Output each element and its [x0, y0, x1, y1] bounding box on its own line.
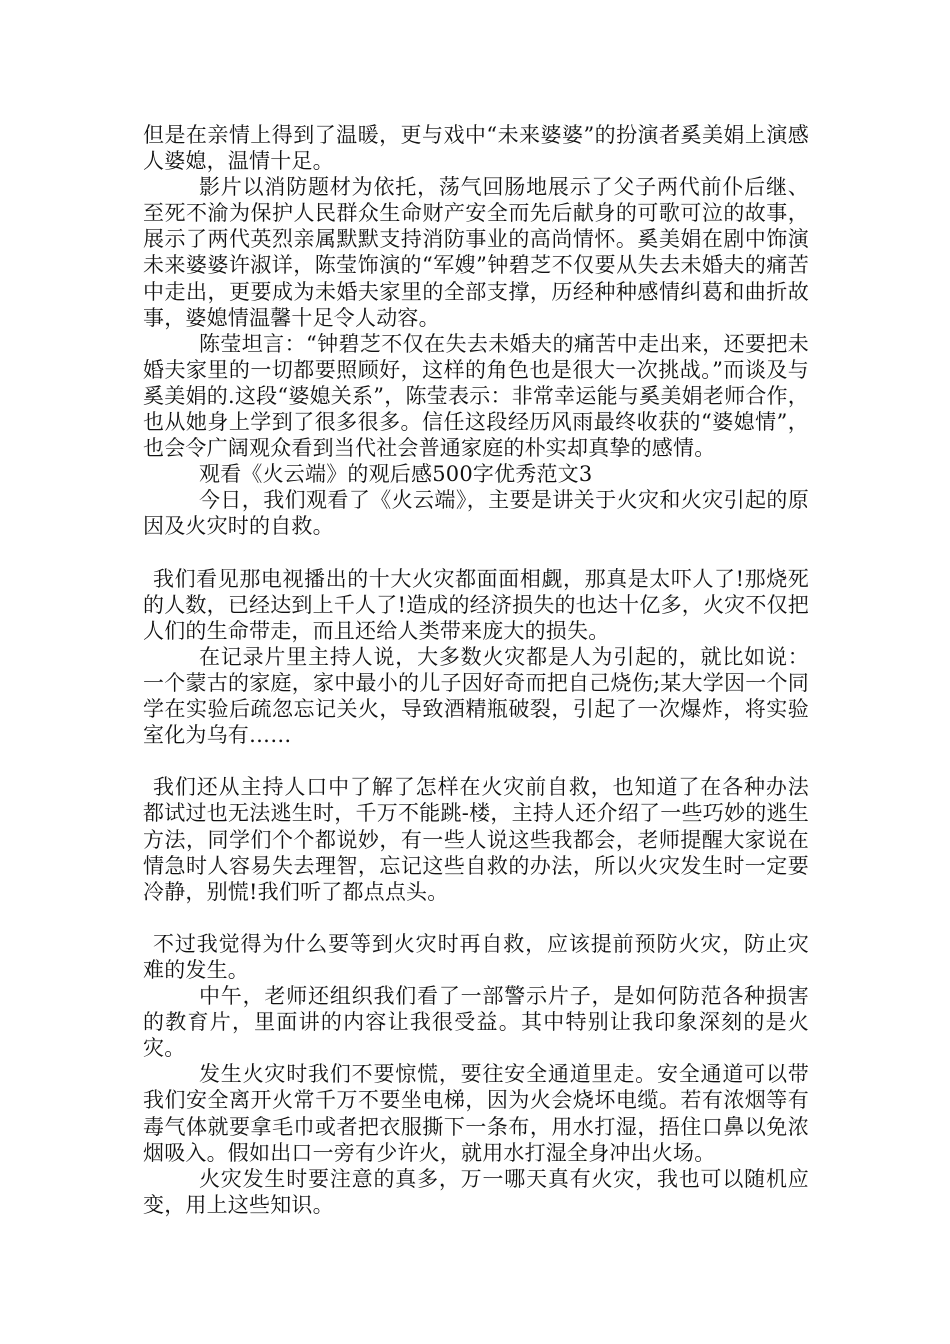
blank-line: [143, 748, 809, 774]
paragraph-4: 今日，我们观看了《火云端》，主要是讲关于火灾和火灾引起的原因及火灾时的自救。: [143, 488, 809, 539]
paragraph-2: 影片以消防题材为依托，荡气回肠地展示了父子两代前仆后继、至死不渝为保护人民群众生命财产安全而先后献身的可歌可泣的故事，展示了两代英烈亲属默默支持消防事业的高尚情怀。奚美娟在剧中饰演未来婆婆许淑详，陈莹饰演的“军嫂”钟碧芝不仅要从失去未婚夫的痛苦中走出，更要成为未婚夫家里的全部支撑，历经种种感情纠葛和曲折故事，婆媳情温馨十足令人动容。: [143, 175, 809, 330]
blank-line: [143, 540, 809, 566]
blank-line: [143, 905, 809, 931]
paragraph-8: 不过我觉得为什么要等到火灾时再自救，应该提前预防火灾，防止灾难的发生。: [143, 931, 809, 982]
paragraph-11: 火灾发生时要注意的真多，万一哪天真有火灾，我也可以随机应变，用上这些知识。: [143, 1166, 809, 1217]
paragraph-9: 中午，老师还组织我们看了一部警示片子，是如何防范各种损害的教育片，里面讲的内容让我很受益。其中特别让我印象深刻的是火灾。: [143, 984, 809, 1061]
paragraph-5: 我们看见那电视播出的十大火灾都面面相觑，那真是太吓人了!那烧死的人数，已经达到上千人了!造成的经济损失的也达十亿多，火灾不仅把人们的生命带走，而且还给人类带来庞大的损失。: [143, 566, 809, 643]
section-heading: 观看《火云端》的观后感500字优秀范文3: [199, 462, 593, 487]
document-body: [143, 122, 809, 1218]
paragraph-6: 在记录片里主持人说，大多数火灾都是人为引起的，就比如说：一个蒙古的家庭，家中最小的儿子因好奇而把自己烧伤;某大学因一个同学在实验后疏忽忘记关火，导致酒精瓶破裂，引起了一次爆炸，将实验室化为乌有……: [143, 644, 809, 748]
paragraph-1: 但是在亲情上得到了温暖，更与戏中“未来婆婆”的扮演者奚美娟上演感人婆媳，温情十足。: [143, 123, 809, 174]
paragraph-10: 发生火灾时我们不要惊慌，要往安全通道里走。安全通道可以带我们安全离开火常千万不要坐电梯，因为火会烧坏电缆。若有浓烟等有毒气体就要拿毛巾或者把衣服撕下一条布，用水打湿，捂住口鼻以免浓烟吸入。假如出口一旁有少许火，就用水打湿全身冲出火场。: [143, 1062, 809, 1165]
paragraph-7: 我们还从主持人口中了解了怎样在火灾前自救，也知道了在各种办法都试过也无法逃生时，千万不能跳-楼，主持人还介绍了一些巧妙的逃生方法，同学们个个都说妙，有一些人说这些我都会，老师提醒大家说在情急时人容易失去理智，忘记这些自救的办法，所以火灾发生时一定要冷静，别慌!我们听了都点点头。: [143, 775, 809, 904]
paragraph-3: 陈莹坦言：“钟碧芝不仅在失去未婚夫的痛苦中走出来，还要把未婚夫家里的一切都要照顾好，这样的角色也是很大一次挑战。”而谈及与奚美娟的.这段“婆媳关系”，陈莹表示：非常幸运能与奚美娟老师合作，也从她身上学到了很多很多。信任这段经历风雨最终收获的“婆媳情”，也会令广阔观众看到当代社会普通家庭的朴实却真挚的感情。: [143, 331, 809, 461]
